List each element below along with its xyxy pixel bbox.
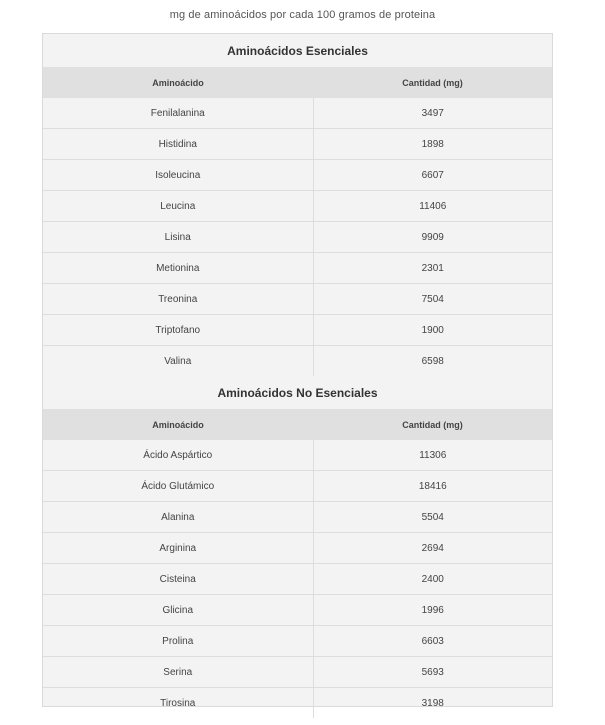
amino-acid-name: Ácido Glutámico (43, 471, 313, 502)
table-body (43, 34, 552, 718)
table-row (43, 346, 552, 377)
table-row (43, 191, 552, 222)
header-row-essential (43, 67, 552, 98)
table-row (43, 657, 552, 688)
amino-acid-name: Cisteina (43, 564, 313, 595)
amino-acid-table (43, 34, 552, 718)
column-header-amount: Cantidad (mg) (313, 409, 552, 440)
amino-acid-amount: 3497 (313, 98, 552, 129)
section-title-essential: Aminoácidos Esenciales (43, 34, 552, 67)
amino-acid-name: Isoleucina (43, 160, 313, 191)
table-row (43, 284, 552, 315)
amino-acid-amount: 1996 (313, 595, 552, 626)
amino-acid-amount: 11306 (313, 440, 552, 471)
table-row (43, 502, 552, 533)
column-header-amino-acid: Aminoácido (43, 409, 313, 440)
table-row (43, 564, 552, 595)
table-row (43, 440, 552, 471)
table-row (43, 688, 552, 719)
amino-acid-amount: 7504 (313, 284, 552, 315)
amino-acid-amount: 5504 (313, 502, 552, 533)
amino-acid-amount: 3198 (421, 697, 444, 709)
table-row (43, 129, 552, 160)
amino-acid-amount: 1898 (313, 129, 552, 160)
amino-acid-name: Tirosina (43, 688, 313, 719)
table-row (43, 626, 552, 657)
header-row-non-essential (43, 409, 552, 440)
table-row (43, 98, 552, 129)
amino-acid-name: Ácido Aspártico (43, 440, 313, 471)
amino-acid-amount: 6598 (421, 355, 444, 367)
amino-acid-name: Prolina (43, 626, 313, 657)
table-caption: mg de aminoácidos por cada 100 gramos de proteina (169, 9, 436, 21)
table-row (43, 533, 552, 564)
table-row (43, 222, 552, 253)
column-header-amino-acid: Aminoácido (43, 67, 313, 98)
table-row (43, 160, 552, 191)
amino-acid-amount: 2694 (313, 533, 552, 564)
amino-acid-amount: 2301 (313, 253, 552, 284)
amino-acid-name: Arginina (43, 533, 313, 564)
amino-acid-name: Valina (43, 346, 313, 377)
table-row (43, 315, 552, 346)
amino-acid-amount: 6603 (313, 626, 552, 657)
amino-acid-amount: 2400 (313, 564, 552, 595)
section-title-row-non-essential (43, 376, 552, 409)
amino-acid-name: Fenilalanina (43, 98, 313, 129)
amino-acid-name: Triptofano (43, 315, 313, 346)
amino-acid-table-panel (42, 33, 553, 707)
amino-acid-amount: 5693 (313, 657, 552, 688)
amino-acid-name: Treonina (43, 284, 313, 315)
amino-acid-amount: 1900 (313, 315, 552, 346)
amino-acid-name: Glicina (43, 595, 313, 626)
amino-acid-name: Histidina (43, 129, 313, 160)
section-title-non-essential: Aminoácidos No Esenciales (43, 376, 552, 409)
amino-acid-amount: 9909 (313, 222, 552, 253)
amino-acid-name: Lisina (43, 222, 313, 253)
amino-acid-amount: 6607 (313, 160, 552, 191)
amino-acid-name: Serina (43, 657, 313, 688)
section-title-row-essential (43, 34, 552, 67)
amino-acid-name: Alanina (43, 502, 313, 533)
column-header-amount: Cantidad (mg) (313, 67, 552, 98)
amino-acid-amount: 18416 (313, 471, 552, 502)
amino-acid-name: Metionina (43, 253, 313, 284)
amino-acid-name: Leucina (43, 191, 313, 222)
table-row (43, 595, 552, 626)
table-row (43, 253, 552, 284)
amino-acid-amount: 11406 (313, 191, 552, 222)
table-row (43, 471, 552, 502)
